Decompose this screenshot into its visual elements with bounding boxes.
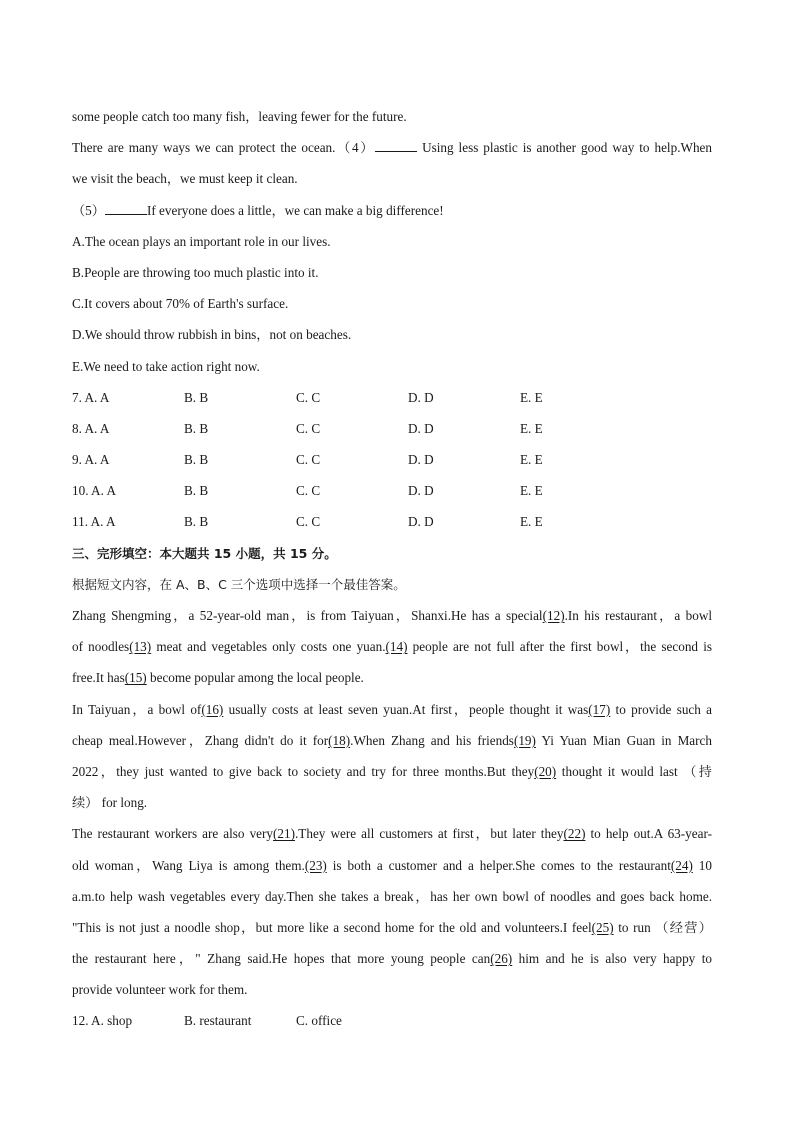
cloze-line: provide volunteer work for them. (72, 982, 248, 998)
cloze-line (72, 662, 722, 693)
choice-b[interactable]: B. B (184, 514, 209, 530)
passage-line: some people catch too many fish，leaving fewer for the future. (72, 109, 407, 124)
cloze-text: .When Zhang and his friends (350, 732, 514, 748)
answer-row-12 (72, 1005, 722, 1036)
answer-row-11 (72, 506, 722, 537)
cloze-text: old woman，Wang Liya is among them. (72, 857, 305, 873)
sentence-option-c: C.It covers about 70% of Earth's surface. (72, 296, 289, 312)
cloze-line (72, 631, 712, 662)
choice-c[interactable]: C. C (296, 452, 321, 468)
choice-e[interactable]: E. E (520, 514, 543, 530)
cloze-line (72, 725, 712, 756)
blank-13[interactable]: (13) (129, 639, 152, 655)
blank-15[interactable]: (15) (124, 670, 147, 686)
sentence-option-d: D.We should throw rubbish in bins，not on beaches. (72, 327, 352, 343)
choice-d[interactable]: D. D (408, 389, 434, 405)
answer-blank-4[interactable] (375, 139, 417, 152)
choice-e[interactable]: E. E (520, 483, 543, 499)
cloze-text: Zhang Shengming，a 52-year-old man，is from Taiyuan，Shanxi.He has a special (72, 608, 543, 623)
cloze-line (72, 943, 712, 974)
cloze-text: free.It has (72, 670, 125, 686)
cloze-text: to provide such a (610, 701, 712, 717)
passage-line: we visit the beach，we must keep it clean. (72, 171, 298, 187)
cloze-line (72, 756, 712, 787)
blank-25[interactable]: (25) (591, 919, 614, 935)
choice-b[interactable]: B. B (184, 389, 209, 405)
cloze-line (72, 600, 712, 631)
blank-24[interactable]: (24) (670, 857, 693, 873)
choice-e[interactable]: E. E (520, 389, 543, 405)
choice-a[interactable]: 11. A. A (72, 514, 116, 530)
choice-c[interactable]: C. C (296, 389, 321, 405)
choice-d[interactable]: D. D (408, 420, 434, 436)
blank-18[interactable]: (18) (328, 732, 351, 748)
sentence-option-b: B.People are throwing too much plastic into it. (72, 264, 319, 280)
cloze-text: The restaurant workers are also very (72, 826, 274, 842)
cloze-text: .They were all customers at first，but later they (295, 826, 564, 842)
cloze-text: the restaurant here，" Zhang said.He hopes that more young people can (72, 951, 491, 967)
sentence-option-a: A.The ocean plays an important role in our lives. (72, 233, 331, 249)
cloze-text: Yi Yuan Mian Guan in March (535, 732, 712, 748)
cloze-line (72, 694, 712, 725)
blank-22[interactable]: (22) (563, 826, 586, 842)
cloze-text: him and he is also very happy to (512, 951, 712, 967)
cloze-text: to help out.A 63-year- (585, 826, 712, 842)
passage-line (72, 195, 722, 226)
exam-page (72, 101, 722, 1037)
choice-a[interactable]: 10. A. A (72, 483, 116, 499)
answer-row-9 (72, 444, 722, 475)
passage-text: There are many ways we can protect the ocean.（4） (72, 140, 376, 156)
blank-26[interactable]: (26) (490, 951, 513, 967)
cloze-text: thought it would last （持 (556, 763, 712, 779)
choice-d[interactable]: D. D (408, 452, 434, 468)
cloze-text: people are not full after the first bowl，the second is (407, 639, 712, 655)
answer-row-10 (72, 475, 722, 506)
cloze-text: cheap meal.However，Zhang didn't do it for (72, 732, 329, 748)
blank-21[interactable]: (21) (273, 826, 295, 842)
cloze-line (72, 912, 712, 943)
blank-16[interactable]: (16) (201, 701, 224, 717)
cloze-text: to run （经营） (613, 919, 712, 935)
answer-row-7 (72, 382, 722, 413)
cloze-line: a.m.to help wash vegetables every day.Then she takes a break，has her own bowl of noodles and goes back home. (72, 888, 712, 904)
choice-c[interactable]: C. C (296, 514, 321, 530)
cloze-text: 10 (692, 857, 712, 873)
section-heading: 三、完形填空：本大题共 15 小题，共 15 分。 (72, 545, 337, 561)
blank-19[interactable]: (19) (513, 732, 536, 748)
answer-row-8 (72, 413, 722, 444)
blank-20[interactable]: (20) (534, 763, 557, 779)
choice-a[interactable]: 7. A. A (72, 389, 110, 405)
passage-text: If everyone does a little，we can make a big difference! (146, 202, 444, 218)
choice-a[interactable]: 12. A. shop (72, 1013, 133, 1029)
blank-17[interactable]: (17) (588, 701, 611, 717)
passage-line (72, 132, 712, 163)
cloze-text: 2022，they just wanted to give back to society and try for three months.But they (72, 763, 535, 779)
cloze-text: meat and vegetables only costs one yuan. (151, 639, 386, 655)
blank-23[interactable]: (23) (304, 857, 327, 873)
choice-c[interactable]: C. C (296, 420, 321, 436)
cloze-text: .In his restaurant，a bowl (564, 608, 712, 623)
sentence-option-e: E.We need to take action right now. (72, 358, 260, 374)
cloze-text: "This is not just a noodle shop，but more like a second home for the old and volunteers.I feel (72, 919, 592, 935)
choice-b[interactable]: B. B (184, 483, 209, 499)
cloze-text: In Taiyuan，a bowl of (72, 701, 202, 717)
choice-b[interactable]: B. B (184, 452, 209, 468)
answer-blank-5[interactable] (105, 202, 147, 215)
cloze-text: of noodles (72, 639, 130, 655)
passage-text: （5） (72, 202, 105, 218)
cloze-text: usually costs at least seven yuan.At first，people thought it was (223, 701, 589, 717)
cloze-line: 续） for long. (72, 795, 148, 811)
choice-e[interactable]: E. E (520, 420, 543, 436)
choice-d[interactable]: D. D (408, 483, 434, 499)
blank-12[interactable]: (12) (542, 608, 565, 623)
passage-text: Using less plastic is another good way to help.When (417, 140, 712, 156)
choice-c[interactable]: C. C (296, 483, 321, 499)
cloze-text: is both a customer and a helper.She comes to the restaurant (326, 857, 671, 873)
choice-b[interactable]: B. restaurant (184, 1013, 252, 1029)
choice-b[interactable]: B. B (184, 420, 209, 436)
blank-14[interactable]: (14) (385, 639, 408, 655)
choice-c[interactable]: C. office (296, 1013, 342, 1029)
choice-e[interactable]: E. E (520, 452, 543, 468)
cloze-text: become popular among the local people. (146, 670, 364, 686)
section-instruction: 根据短文内容，在 A、B、C 三个选项中选择一个最佳答案。 (72, 576, 406, 592)
choice-d[interactable]: D. D (408, 514, 434, 530)
choice-a[interactable]: 8. A. A (72, 420, 110, 436)
cloze-line (72, 850, 712, 881)
cloze-line (72, 818, 712, 849)
choice-a[interactable]: 9. A. A (72, 452, 110, 468)
